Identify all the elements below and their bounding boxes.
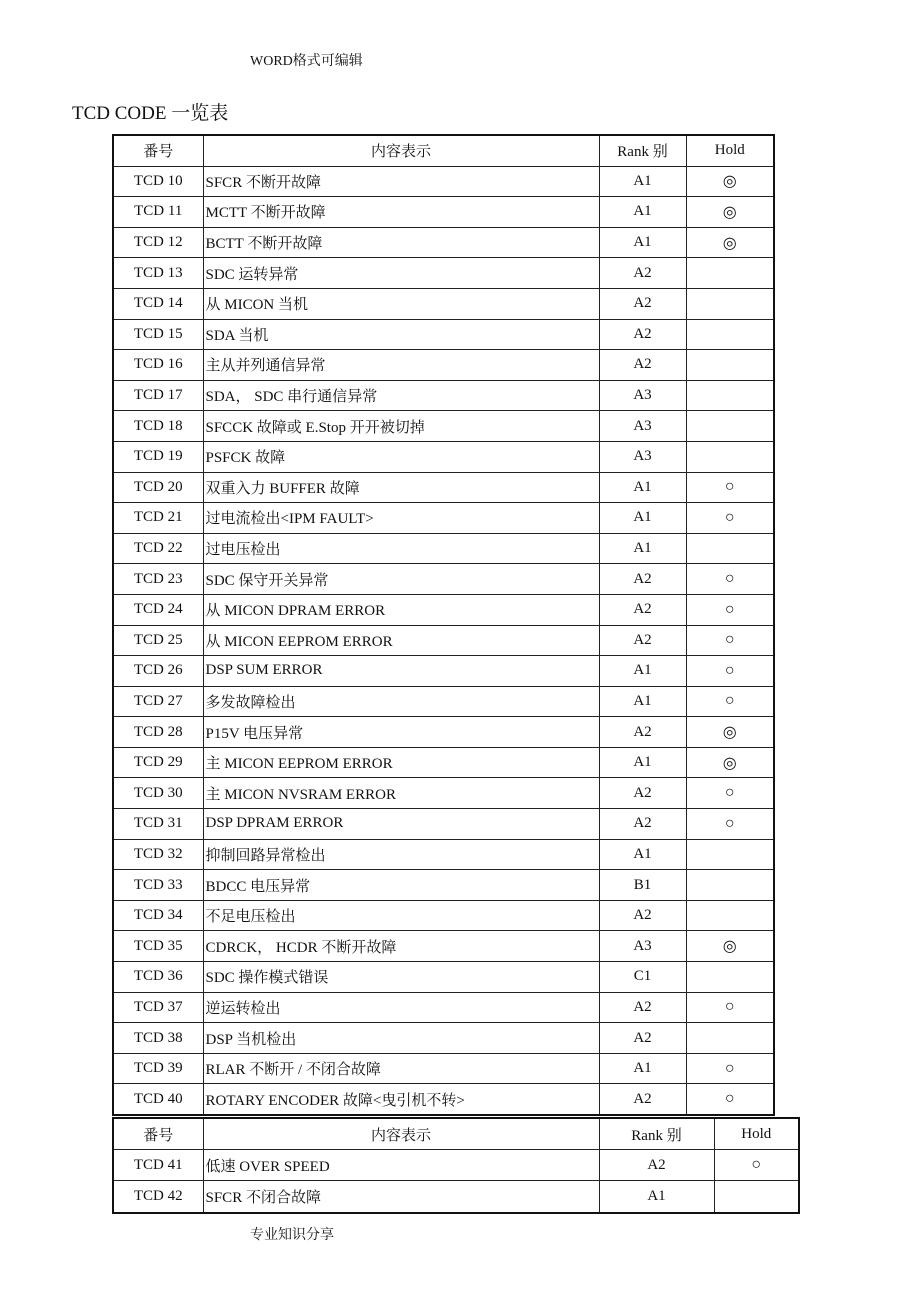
content-cell: 双重入力 BUFFER 故障 — [203, 472, 599, 503]
content-cell: 低速 OVER SPEED — [203, 1150, 599, 1181]
rank-cell: A2 — [599, 1023, 686, 1054]
content-cell: SFCCK 故障或 E.Stop 开开被切掉 — [203, 411, 599, 442]
table-row — [113, 441, 774, 472]
hold-cell: ◎ — [686, 227, 774, 258]
code-cell: TCD 21 — [113, 503, 203, 534]
hold-cell: ○ — [686, 503, 774, 534]
code-cell: TCD 18 — [113, 411, 203, 442]
code-cell: TCD 38 — [113, 1023, 203, 1054]
code-cell: TCD 27 — [113, 686, 203, 717]
content-cell: RLAR 不断开 / 不闭合故障 — [203, 1053, 599, 1084]
content-cell: 不足电压检出 — [203, 900, 599, 931]
rank-cell: A1 — [599, 686, 686, 717]
table-row — [113, 656, 774, 687]
rank-cell: A2 — [599, 350, 686, 381]
table-row — [113, 625, 774, 656]
column-header-code: 番号 — [113, 1118, 203, 1150]
code-cell: TCD 23 — [113, 564, 203, 595]
code-cell: TCD 32 — [113, 839, 203, 870]
content-cell: BDCC 电压异常 — [203, 870, 599, 901]
code-cell: TCD 36 — [113, 962, 203, 993]
table-row — [113, 747, 774, 778]
column-header-rank: Rank 别 — [599, 1118, 714, 1150]
hold-cell: ○ — [686, 594, 774, 625]
table-row — [113, 992, 774, 1023]
hold-cell: ○ — [714, 1150, 799, 1181]
table-row — [113, 1181, 799, 1213]
code-cell: TCD 19 — [113, 441, 203, 472]
hold-cell — [686, 962, 774, 993]
table-row — [113, 411, 774, 442]
hold-cell — [686, 411, 774, 442]
hold-cell: ◎ — [686, 166, 774, 197]
code-cell: TCD 41 — [113, 1150, 203, 1181]
content-cell: MCTT 不断开故障 — [203, 197, 599, 228]
table-header-row — [113, 1118, 799, 1150]
rank-cell: A2 — [599, 809, 686, 840]
content-cell: BCTT 不断开故障 — [203, 227, 599, 258]
code-cell: TCD 16 — [113, 350, 203, 381]
hold-cell: ○ — [686, 1084, 774, 1115]
content-cell: P15V 电压异常 — [203, 717, 599, 748]
table-body — [113, 166, 774, 1115]
rank-cell: A2 — [599, 1150, 714, 1181]
hold-cell: ○ — [686, 778, 774, 809]
content-cell: DSP DPRAM ERROR — [203, 809, 599, 840]
rank-cell: A1 — [599, 1053, 686, 1084]
table-row — [113, 197, 774, 228]
table-row — [113, 533, 774, 564]
content-cell: SDC 保守开关异常 — [203, 564, 599, 595]
table-row — [113, 1053, 774, 1084]
content-cell: DSP SUM ERROR — [203, 656, 599, 687]
hold-cell — [686, 839, 774, 870]
hold-cell: ○ — [686, 656, 774, 687]
hold-cell — [714, 1181, 799, 1213]
rank-cell: A3 — [599, 441, 686, 472]
rank-cell: C1 — [599, 962, 686, 993]
table-row — [113, 288, 774, 319]
hold-cell — [686, 870, 774, 901]
content-cell: SFCR 不断开故障 — [203, 166, 599, 197]
document-title: TCD CODE 一览表 — [72, 103, 229, 124]
hold-cell — [686, 441, 774, 472]
rank-cell: A1 — [599, 1181, 714, 1213]
hold-cell: ○ — [686, 992, 774, 1023]
rank-cell: A2 — [599, 258, 686, 289]
code-cell: TCD 42 — [113, 1181, 203, 1213]
hold-cell — [686, 288, 774, 319]
code-cell: TCD 14 — [113, 288, 203, 319]
table-row — [113, 870, 774, 901]
hold-cell: ◎ — [686, 747, 774, 778]
tcd-code-table — [112, 134, 775, 1116]
rank-cell: A2 — [599, 1084, 686, 1115]
hold-cell — [686, 900, 774, 931]
code-cell: TCD 31 — [113, 809, 203, 840]
code-cell: TCD 15 — [113, 319, 203, 350]
content-cell: 多发故障检出 — [203, 686, 599, 717]
content-cell: ROTARY ENCODER 故障<曳引机不转> — [203, 1084, 599, 1115]
code-cell: TCD 29 — [113, 747, 203, 778]
table-row — [113, 686, 774, 717]
rank-cell: A3 — [599, 931, 686, 962]
hold-cell — [686, 350, 774, 381]
table-row — [113, 380, 774, 411]
rank-cell: A1 — [599, 839, 686, 870]
hold-cell: ◎ — [686, 197, 774, 228]
table-row — [113, 227, 774, 258]
column-header-hold: Hold — [714, 1118, 799, 1150]
footer-note: 专业知识分享 — [250, 1228, 334, 1243]
table-body — [113, 1150, 799, 1213]
content-cell: 主 MICON NVSRAM ERROR — [203, 778, 599, 809]
code-cell: TCD 39 — [113, 1053, 203, 1084]
content-cell: 过电压检出 — [203, 533, 599, 564]
code-cell: TCD 10 — [113, 166, 203, 197]
hold-cell — [686, 1023, 774, 1054]
rank-cell: A2 — [599, 717, 686, 748]
content-cell: 主从并列通信异常 — [203, 350, 599, 381]
table-row — [113, 319, 774, 350]
code-cell: TCD 30 — [113, 778, 203, 809]
code-cell: TCD 28 — [113, 717, 203, 748]
table-row — [113, 1150, 799, 1181]
hold-cell — [686, 380, 774, 411]
content-cell: 从 MICON EEPROM ERROR — [203, 625, 599, 656]
table-row — [113, 900, 774, 931]
rank-cell: A1 — [599, 197, 686, 228]
code-cell: TCD 26 — [113, 656, 203, 687]
column-header-content: 内容表示 — [203, 135, 599, 166]
content-cell: SDC 操作模式错误 — [203, 962, 599, 993]
rank-cell: A1 — [599, 227, 686, 258]
rank-cell: A3 — [599, 411, 686, 442]
table-row — [113, 717, 774, 748]
rank-cell: A3 — [599, 380, 686, 411]
table-row — [113, 503, 774, 534]
rank-cell: A1 — [599, 656, 686, 687]
content-cell: 过电流检出<IPM FAULT> — [203, 503, 599, 534]
rank-cell: A2 — [599, 288, 686, 319]
header-note: WORD格式可编辑 — [250, 54, 363, 69]
content-cell: SDA， SDC 串行通信异常 — [203, 380, 599, 411]
code-cell: TCD 37 — [113, 992, 203, 1023]
hold-cell: ○ — [686, 686, 774, 717]
table-row — [113, 1023, 774, 1054]
table-row — [113, 258, 774, 289]
rank-cell: A2 — [599, 319, 686, 350]
code-cell: TCD 11 — [113, 197, 203, 228]
rank-cell: A1 — [599, 533, 686, 564]
column-header-content: 内容表示 — [203, 1118, 599, 1150]
rank-cell: A2 — [599, 625, 686, 656]
code-cell: TCD 20 — [113, 472, 203, 503]
hold-cell — [686, 533, 774, 564]
table-row — [113, 1084, 774, 1115]
table-row — [113, 778, 774, 809]
column-header-hold: Hold — [686, 135, 774, 166]
content-cell: PSFCK 故障 — [203, 441, 599, 472]
hold-cell: ◎ — [686, 931, 774, 962]
code-cell: TCD 25 — [113, 625, 203, 656]
content-cell: SDC 运转异常 — [203, 258, 599, 289]
rank-cell: A2 — [599, 594, 686, 625]
content-cell: 从 MICON DPRAM ERROR — [203, 594, 599, 625]
code-cell: TCD 35 — [113, 931, 203, 962]
rank-cell: B1 — [599, 870, 686, 901]
table-row — [113, 166, 774, 197]
hold-cell: ○ — [686, 1053, 774, 1084]
rank-cell: A1 — [599, 472, 686, 503]
hold-cell: ○ — [686, 472, 774, 503]
code-cell: TCD 34 — [113, 900, 203, 931]
table-row — [113, 931, 774, 962]
code-cell: TCD 40 — [113, 1084, 203, 1115]
hold-cell: ○ — [686, 809, 774, 840]
code-cell: TCD 12 — [113, 227, 203, 258]
hold-cell — [686, 319, 774, 350]
table-row — [113, 472, 774, 503]
hold-cell: ○ — [686, 564, 774, 595]
rank-cell: A2 — [599, 900, 686, 931]
content-cell: 主 MICON EEPROM ERROR — [203, 747, 599, 778]
hold-cell: ○ — [686, 625, 774, 656]
content-cell: 逆运转检出 — [203, 992, 599, 1023]
content-cell: 从 MICON 当机 — [203, 288, 599, 319]
rank-cell: A1 — [599, 503, 686, 534]
rank-cell: A1 — [599, 747, 686, 778]
hold-cell — [686, 258, 774, 289]
table-row — [113, 350, 774, 381]
column-header-rank: Rank 别 — [599, 135, 686, 166]
table-row — [113, 839, 774, 870]
tcd-code-table-continued — [112, 1117, 800, 1214]
rank-cell: A2 — [599, 992, 686, 1023]
code-cell: TCD 22 — [113, 533, 203, 564]
code-cell: TCD 17 — [113, 380, 203, 411]
content-cell: CDRCK， HCDR 不断开故障 — [203, 931, 599, 962]
content-cell: 抑制回路异常检出 — [203, 839, 599, 870]
table-row — [113, 809, 774, 840]
hold-cell: ◎ — [686, 717, 774, 748]
content-cell: SFCR 不闭合故障 — [203, 1181, 599, 1213]
content-cell: DSP 当机检出 — [203, 1023, 599, 1054]
rank-cell: A2 — [599, 564, 686, 595]
rank-cell: A2 — [599, 778, 686, 809]
table-row — [113, 962, 774, 993]
table-row — [113, 594, 774, 625]
code-cell: TCD 24 — [113, 594, 203, 625]
rank-cell: A1 — [599, 166, 686, 197]
table-row — [113, 564, 774, 595]
code-cell: TCD 13 — [113, 258, 203, 289]
table-header-row — [113, 135, 774, 166]
code-cell: TCD 33 — [113, 870, 203, 901]
content-cell: SDA 当机 — [203, 319, 599, 350]
column-header-code: 番号 — [113, 135, 203, 166]
